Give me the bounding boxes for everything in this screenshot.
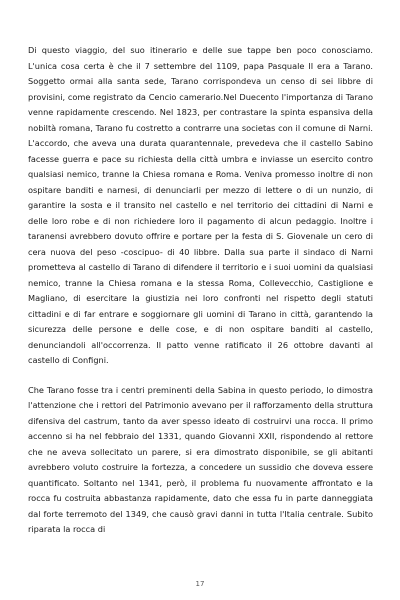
paragraph-2: Che Tarano fosse tra i centri preminenti della Sabina in questo periodo, lo dimostra l'attenzione che i rettori del Patrimonio avevano per il rafforzamento della struttura difensiva del castrum, tanto da aver spesso ideato di costruirvi una rocca. Il primo accenno si ha nel febbraio del 1331, quando Giovanni XXII, rispondendo al rettore che ne aveva sollecitato un parere, si era dimostrato disponibile, se gli abitanti avrebbero voluto costruire la fortezza, a concedere un sussidio che doveva essere quantificato. Soltanto nel 1341, però, il problema fu nuovamente affrontato e la rocca fu costruita abbastanza rapidamente, dato che essa fu in parte danneggiata dal forte terremoto del 1349, che causò gravi danni in tutta l'Italia centrale. Subito riparata la rocca di — [28, 384, 373, 534]
page-number: 17 — [195, 580, 205, 588]
document-page — [28, 43, 373, 538]
paragraph-1: Di questo viaggio, del suo itinerario e delle sue tappe ben poco conosciamo. L'unica cosa certa è che il 7 settembre del 1109, papa Pasquale II era a Tarano. Soggetto ormai alla santa sede, Tarano corrispondeva un censo di sei libbre di provisini, come registrato da Cencio camerario.Nel Duecento l'importanza di Tarano venne rapidamente crescendo. Nel 1823, per contrastare la spinta espansiva della nobiltà romana, Tarano fu costretto a contrarre una societas con il comune di Narni. L'accordo, che aveva una durata quarantennale, prevedeva che il castello Sabino facesse guerra e pace su richiesta della città umbra e inviasse un esercito contro qualsiasi nemico, tranne la Chiesa romana e Roma. Veniva promesso inoltre di non ospitare banditi e narnesi, di denunciarli per mezzo di lettere o di un nunzio, di garantire la sosta e il transito nel castello e nel territorio dei cittadini di Narni e delle loro robe e di non richiedere loro il pagamento di alcun pedaggio. Inoltre i taranensi avrebbero dovuto offrire e portare per la festa di S. Giovenale un cero di cera nuova del peso -coscipuo- di 40 libbre. Dalla sua parte il sindaco di Narni prometteva al castello di Tarano di difendere il territorio e i suoi uomini da qualsiasi nemico, tranne la Chiesa romana e la stessa Roma, Collevecchio, Castiglione e Magliano, di esercitare la giustizia nei loro confronti nel rispetto degli statuti cittadini e di far entrare e soggiornare gli uomini di Tarano in città, garantendo la sicurezza delle persone e delle cose, e di non ospitare banditi al castello, denunciandoli all'occorrenza. Il patto venne ratificato il 26 ottobre davanti al castello di Configni. — [28, 45, 373, 365]
